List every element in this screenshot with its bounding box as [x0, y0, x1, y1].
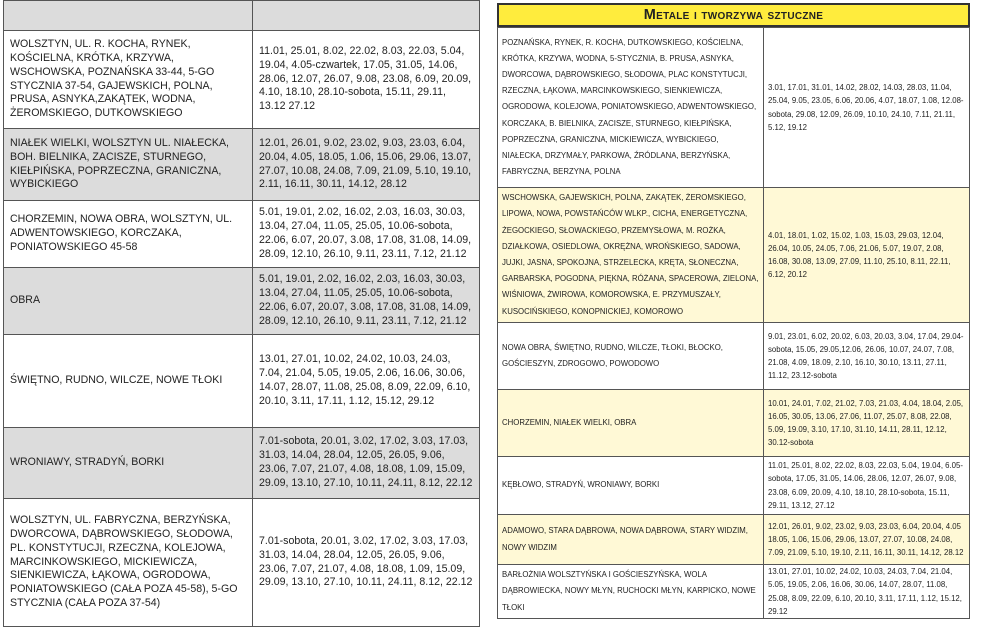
places-cell: CHORZEMIN, NOWA OBRA, WOLSZTYN, UL. ADWENTOWSKIEGO, KORCZAKA, PONIATOWSKIEGO 45-58	[4, 201, 253, 268]
table-row	[498, 565, 970, 619]
table-row	[498, 323, 970, 390]
table-row	[498, 188, 970, 323]
header-cell	[253, 1, 480, 31]
dates-cell: 12.01, 26.01, 9.02, 23.02, 9.03, 23.03, 6.04, 20.04, 4.05, 18.05, 1.06, 15.06, 29.06, 13.07, 27.07, 10.08, 24.08, 7.09, 21.09, 5.10, 19.10, 2.11, 16.11, 30.11, 14.12, 28.12	[253, 129, 480, 201]
places-cell: KĘBŁOWO, STRADYŃ, WRONIAWY, BORKI	[498, 457, 764, 515]
table-row	[4, 499, 480, 627]
table-row	[4, 335, 480, 428]
dates-cell: 7.01-sobota, 20.01, 3.02, 17.02, 3.03, 17.03, 31.03, 14.04, 28.04, 12.05, 26.05, 9.06, 23.06, 7.07, 21.07, 4.08, 18.08, 1.09, 15.09, 29.09, 13.10, 27.10, 10.11, 24.11, 8.12, 22.12	[253, 499, 480, 627]
table-row	[498, 457, 970, 515]
places-cell: ADAMOWO, STARA DĄBROWA, NOWA DĄBROWA, STARY WIDZIM, NOWY WIDZIM	[498, 515, 764, 565]
dates-cell: 12.01, 26.01, 9.02, 23.02, 9.03, 23.03, 6.04, 20.04, 4.05 18.05, 1.06, 15.06, 29.06, 13.07, 27.07, 10.08, 24.08, 7.09, 21.09, 5.10, 19.10, 2.11, 16.11, 30.11, 14.12, 28.12	[764, 515, 970, 565]
places-cell: CHORZEMIN, NIAŁEK WIELKI, OBRA	[498, 390, 764, 457]
dates-cell: 11.01, 25.01, 8.02, 22.02, 8.03, 22.03, 5.04, 19.04, 4.05-czwartek, 17.05, 31.05, 14.06, 28.06, 12.07, 26.07, 9.08, 23.08, 6.09, 20.09, 4.10, 18.10, 28.10-sobota, 15.11, 29.11, 13.12 27.12	[253, 31, 480, 129]
places-cell: WRONIAWY, STRADYŃ, BORKI	[4, 428, 253, 499]
dates-cell: 7.01-sobota, 20.01, 3.02, 17.02, 3.03, 17.03, 31.03, 14.04, 28.04, 12.05, 26.05, 9.06, 23.06, 7.07, 21.07, 4.08, 18.08, 1.09, 15.09, 29.09, 13.10, 27.10, 10.11, 24.11, 8.12, 22.12	[253, 428, 480, 499]
table-row	[4, 428, 480, 499]
table-row	[4, 31, 480, 129]
dates-cell: 9.01, 23.01, 6.02, 20.02, 6.03, 20.03, 3.04, 17.04, 29.04-sobota, 15.05, 29.05,12.06, 26.06, 10.07, 24.07, 7.08, 21.08, 4.09, 18.09, 2.10, 16.10, 30.10, 13.11, 27.11, 11.12, 23.12-sobota	[764, 323, 970, 390]
dates-cell: 13.01, 27.01, 10.02, 24.02, 10.03, 24.03, 7.04, 21.04, 5.05, 19.05, 2.06, 16.06, 30.06, 14.07, 28.07, 11.08, 25.08, 8.09, 22.09, 6.10, 20.10, 3.11, 17.11, 1.12, 15.12, 29.12	[253, 335, 480, 428]
dates-cell: 11.01, 25.01, 8.02, 22.02, 8.03, 22.03, 5.04, 19.04, 6.05-sobota, 17.05, 31.05, 14.06, 28.06, 12.07, 26.07, 9.08, 23.08, 6.09, 20.09, 4.10, 18.10, 28.10-sobota, 15.11, 29.11, 13.12, 27.12	[764, 457, 970, 515]
header-cell	[4, 1, 253, 31]
dates-cell: 5.01, 19.01, 2.02, 16.02, 2.03, 16.03, 30.03, 13.04, 27.04, 11.05, 25.05, 10.06-sobota, 22.06, 6.07, 20.07, 3.08, 17.08, 31.08, 14.09, 28.09, 12.10, 26.10, 9.11, 23.11, 7.12, 21.12	[253, 201, 480, 268]
places-cell: WOLSZTYN, UL. R. KOCHA, RYNEK, KOŚCIELNA, KRÓTKA, KRZYWA, WSCHOWSKA, POZNAŃSKA 33-44, 5-GO STYCZNIA 37-54, GAJEWSKICH, POLNA, PRUSA, ASNYKA,ZAKĄTEK, WODNA, ŻEROMSKIEGO, DUTKOWSKIEGO	[4, 31, 253, 129]
dates-cell: 10.01, 24.01, 7.02, 21.02, 7.03, 21.03, 4.04, 18.04, 2.05, 16.05, 30.05, 13.06, 27.06, 11.07, 25.07, 8.08, 22.08, 5.09, 19.09, 3.10, 17.10, 31.10, 14.11, 28.11, 12.12, 30.12-sobota	[764, 390, 970, 457]
places-cell: NOWA OBRA, ŚWIĘTNO, RUDNO, WILCZE, TŁOKI, BŁOCKO, GOŚCIESZYN, ZDROGOWO, POWODOWO	[498, 323, 764, 390]
table-row	[4, 201, 480, 268]
places-cell: POZNAŃSKA, RYNEK, R. KOCHA, DUTKOWSKIEGO, KOŚCIELNA, KRÓTKA, KRZYWA, WODNA, 5-STYCZNIA, B. PRUSA, ASNYKA, DWORCOWA, DĄBROWSKIEGO, SŁODOWA, PLAC KONSTYTUCJI, RZECZNA, ŁĄKOWA, MARCINKOWSKIEGO, SIENKIEWICZA, OGRODOWA, KOLEJOWA, PONIATOWSKIEGO, ADWENTOWSKIEGO, KORCZAKA, B. BIELNIKA, ZACISZE, STURNEGO, KIEŁPIŃSKA, POPRZECZNA, GRANICZNA, MICKIEWICZA, WYBICKIEGO, NIAŁECKA, DRZYMAŁY, PARKOWA, ŹRÓDLANA, BERZYŃSKA, FABRYCZNA, BERZYNA, POLNA	[498, 28, 764, 188]
table-row	[4, 129, 480, 201]
dates-cell: 4.01, 18.01, 1.02, 15.02, 1.03, 15.03, 29.03, 12.04, 26.04, 10.05, 24.05, 7.06, 21.06, 5.07, 19.07, 2.08, 16.08, 30.08, 13.09, 27.09, 11.10, 25.10, 8.11, 22.11, 6.12, 20.12	[764, 188, 970, 323]
places-cell: BARŁOŻNIA WOLSZTYŃSKA I GOŚCIESZYŃSKA, WOLA DĄBROWIECKA, NOWY MŁYN, RUCHOCKI MŁYN, KARPICKO, NOWE TŁOKI	[498, 565, 764, 619]
table-row	[4, 268, 480, 335]
places-cell: WSCHOWSKA, GAJEWSKICH, POLNA, ZAKĄTEK, ŻEROMSKIEGO, LIPOWA, NOWA, POWSTAŃCÓW WLKP., CICHA, ENERGETYCZNA, ŻEGOCKIEGO, SŁOWACKIEGO, PRZEMYSŁOWA, M. ROŻKA, DZIAŁKOWA, OSIEDLOWA, OKRĘŻNA, WROŃSKIEGO, SADOWA, JUJKI, JASNA, SPOKOJNA, STRZELECKA, KRĘTA, SŁONECZNA, GARBARSKA, POGODNA, PIĘKNA, RÓŻANA, SPACEROWA, ZIELONA, WIŚNIOWA, ŻWIROWA, KOMOROWSKA, E. PRZYMUSZAŁY, KUSOCIŃSKIEGO, KONOPNICKIEJ, KOMOROWO	[498, 188, 764, 323]
places-cell: OBRA	[4, 268, 253, 335]
table-row	[498, 390, 970, 457]
dates-cell: 5.01, 19.01, 2.02, 16.02, 2.03, 16.03, 30.03, 13.04, 27.04, 11.05, 25.05, 10.06-sobota, 22.06, 6.07, 20.07, 3.08, 17.08, 31.08, 14.09, 28.09, 12.10, 26.10, 9.11, 23.11, 7.12, 21.12	[253, 268, 480, 335]
dates-cell: 3.01, 17.01, 31.01, 14.02, 28.02, 14.03, 28.03, 11.04, 25.04, 9.05, 23.05, 6.06, 20.06, 4.07, 18.07, 1.08, 12.08-sobota, 29.08, 12.09, 26.09, 10.10, 24.10, 7.11, 21.11, 5.12, 19.12	[764, 28, 970, 188]
table-row	[498, 28, 970, 188]
places-cell: NIAŁEK WIELKI, WOLSZTYN UL. NIAŁECKA, BOH. BIELNIKA, ZACISZE, STURNEGO, KIEŁPIŃSKA, POPRZECZNA, GRANICZNA, WYBICKIEGO	[4, 129, 253, 201]
table-header-row	[4, 1, 480, 31]
table-title: Metale i tworzywa sztuczne	[497, 3, 970, 27]
left-schedule-table	[3, 0, 480, 627]
table-row	[498, 515, 970, 565]
places-cell: ŚWIĘTNO, RUDNO, WILCZE, NOWE TŁOKI	[4, 335, 253, 428]
places-cell: WOLSZTYN, UL. FABRYCZNA, BERZYŃSKA, DWORCOWA, DĄBROWSKIEGO, SŁODOWA, PL. KONSTYTUCJI, RZECZNA, KOLEJOWA, MARCINKOWSKIEGO, MICKIEWICZA, SIENKIEWICZA, ŁĄKOWA, OGRODOWA, PONIATOWSKIEGO (CAŁA POZA 45-58), 5-GO STYCZNIA (CAŁA POZA 37-54)	[4, 499, 253, 627]
right-schedule-table	[497, 3, 970, 628]
dates-cell: 13.01, 27.01, 10.02, 24.02, 10.03, 24.03, 7.04, 21.04, 5.05, 19.05, 2.06, 16.06, 30.06, 14.07, 28.07, 11.08, 25.08, 8.09, 22.09, 6.10, 20.10, 3.11, 17.11, 1.12, 15.12, 29.12	[764, 565, 970, 619]
